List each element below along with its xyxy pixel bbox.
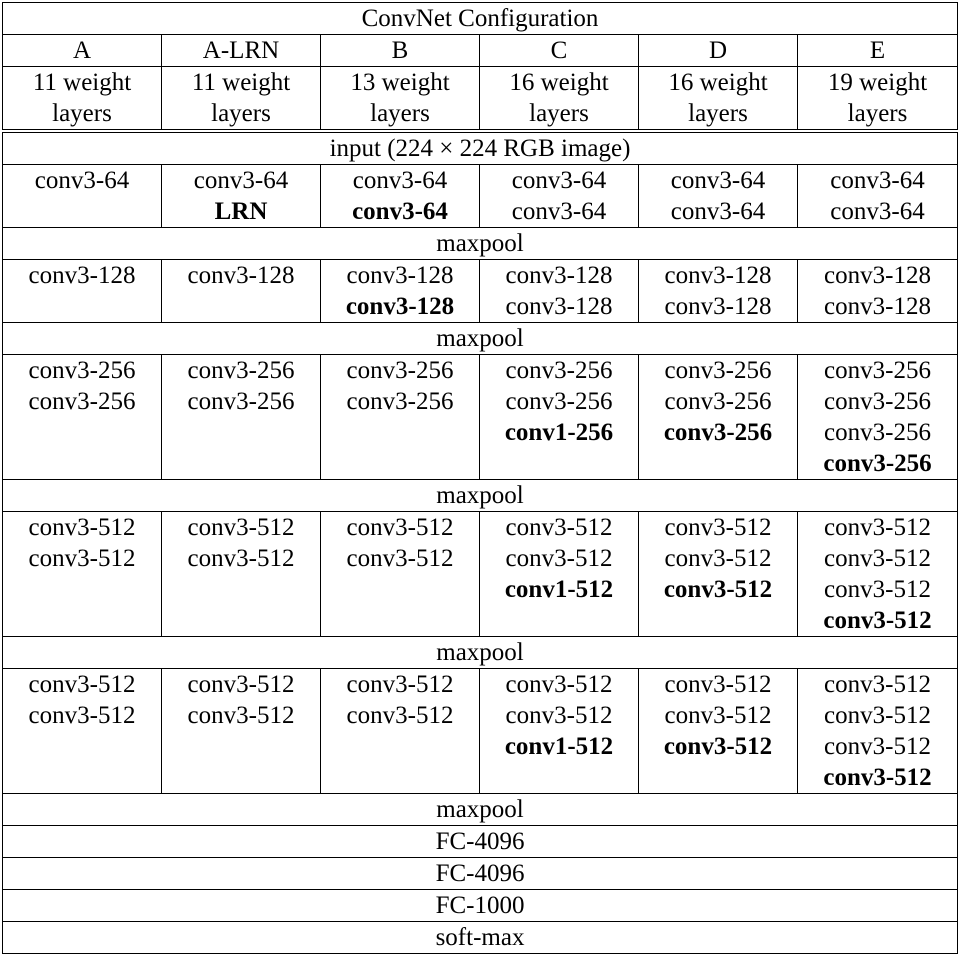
layer: conv3-64 [352, 167, 448, 194]
layer-cell-a-lrn [162, 355, 321, 480]
layer-cell-c [480, 165, 639, 228]
layer: conv3-128 [664, 262, 772, 289]
layer: conv3-512 [187, 545, 295, 572]
depth-cell-e [798, 67, 958, 132]
depth-row [3, 67, 958, 132]
layer: conv3-512 [664, 702, 772, 729]
maxpool-layer: maxpool [3, 637, 958, 669]
layer: conv3-128 [346, 262, 454, 289]
layer-cell-b [321, 669, 480, 794]
column-header-row [3, 35, 958, 67]
column-header-a-lrn: A-LRN [162, 35, 321, 67]
depth-cell-a-lrn [162, 67, 321, 132]
layer: conv3-512 [505, 671, 613, 698]
conv-block-row [3, 165, 958, 228]
conv-block-row [3, 669, 958, 794]
added-layer: conv3-512 [663, 576, 773, 603]
layer: conv3-512 [346, 545, 454, 572]
layer: conv3-64 [670, 198, 766, 225]
layer: conv3-256 [187, 357, 295, 384]
layer: conv3-128 [28, 262, 136, 289]
layer: conv3-512 [187, 702, 295, 729]
layer: conv3-64 [670, 167, 766, 194]
input-layer: input (224 × 224 RGB image) [3, 131, 958, 165]
column-header-d: D [639, 35, 798, 67]
depth-cell-b [321, 67, 480, 132]
layer-cell-c [480, 669, 639, 794]
softmax-layer: soft-max [3, 922, 958, 954]
layer-cell-a [3, 260, 162, 323]
maxpool-layer-row [3, 480, 958, 512]
layer-cell-a-lrn [162, 512, 321, 637]
layer: conv3-512 [824, 702, 931, 729]
layer-cell-e [798, 165, 958, 228]
layer: conv3-256 [187, 388, 295, 415]
depth-text: 16 weight [509, 69, 609, 96]
layer-cell-b [321, 260, 480, 323]
layer-cell-a-lrn [162, 165, 321, 228]
layer: conv3-128 [664, 293, 772, 320]
depth-text: layers [52, 100, 112, 127]
layer: conv3-512 [824, 671, 931, 698]
depth-cell-c [480, 67, 639, 132]
layer: conv3-128 [505, 293, 613, 320]
maxpool-layer: maxpool [3, 323, 958, 355]
layer-cell-c [480, 260, 639, 323]
convnet-config-table [2, 2, 958, 954]
added-layer: conv3-64 [352, 198, 448, 225]
column-header-b: B [321, 35, 480, 67]
layer-cell-b [321, 512, 480, 637]
layer: conv3-512 [346, 514, 454, 541]
conv-block-row [3, 355, 958, 480]
layer: conv3-512 [187, 671, 295, 698]
layer-cell-a [3, 669, 162, 794]
convnet-config-table-wrapper [2, 2, 957, 954]
layer-cell-c [480, 512, 639, 637]
table-title: ConvNet Configuration [3, 3, 958, 35]
layer-cell-e [798, 260, 958, 323]
layer-cell-d [639, 669, 798, 794]
maxpool-layer: maxpool [3, 794, 958, 826]
layer: conv3-512 [28, 671, 136, 698]
maxpool-layer-row [3, 637, 958, 669]
layer: conv3-128 [824, 262, 931, 289]
conv-block-row [3, 512, 958, 637]
maxpool-layer-row [3, 228, 958, 260]
layer: conv3-512 [28, 514, 136, 541]
layer: conv3-128 [824, 293, 931, 320]
layer-cell-a [3, 512, 162, 637]
layer: conv3-256 [664, 388, 772, 415]
layer: conv3-256 [824, 388, 931, 415]
layer: conv3-512 [664, 514, 772, 541]
layer-cell-a [3, 165, 162, 228]
depth-text: layers [847, 100, 908, 127]
layer: conv3-256 [505, 388, 613, 415]
layer-cell-e [798, 512, 958, 637]
maxpool-layer-row [3, 794, 958, 826]
added-layer: conv3-512 [823, 764, 932, 791]
layer: conv3-128 [505, 262, 613, 289]
layer-cell-c [480, 355, 639, 480]
column-header-a: A [3, 35, 162, 67]
layer-cell-e [798, 669, 958, 794]
layer: conv3-512 [824, 576, 931, 603]
column-header-e: E [798, 35, 958, 67]
depth-cell-d [639, 67, 798, 132]
fc-layer: FC-4096 [3, 826, 958, 858]
column-header-c: C [480, 35, 639, 67]
layer: conv3-256 [505, 357, 613, 384]
conv-block-row [3, 260, 958, 323]
layer: conv3-512 [505, 514, 613, 541]
layer: conv3-64 [511, 167, 607, 194]
layer-cell-d [639, 165, 798, 228]
layer-cell-d [639, 260, 798, 323]
softmax-layer-row [3, 922, 958, 954]
layer-cell-b [321, 355, 480, 480]
layer: conv3-64 [830, 198, 925, 225]
fc-layer: FC-1000 [3, 890, 958, 922]
fc-layer-row [3, 890, 958, 922]
added-layer: conv3-512 [823, 607, 932, 634]
layer: conv3-512 [824, 514, 931, 541]
layer-cell-a-lrn [162, 260, 321, 323]
input-layer-row [3, 131, 958, 165]
depth-text: layers [370, 100, 430, 127]
layer: conv3-512 [28, 545, 136, 572]
depth-text: layers [688, 100, 748, 127]
fc-layer-row [3, 826, 958, 858]
layer: conv3-512 [346, 671, 454, 698]
layer: conv3-512 [28, 702, 136, 729]
layer-cell-a [3, 355, 162, 480]
added-layer: conv3-512 [663, 733, 773, 760]
maxpool-layer: maxpool [3, 480, 958, 512]
title-row [3, 3, 958, 35]
layer: conv3-256 [824, 357, 931, 384]
fc-layer: FC-4096 [3, 858, 958, 890]
layer: conv3-512 [664, 671, 772, 698]
layer-cell-b [321, 165, 480, 228]
layer: conv3-256 [28, 357, 136, 384]
depth-text: 11 weight [191, 69, 291, 96]
added-layer: conv1-512 [504, 576, 614, 603]
added-layer: conv1-256 [504, 419, 614, 446]
layer: conv3-256 [346, 357, 454, 384]
table-body [3, 3, 958, 954]
added-layer: conv3-256 [663, 419, 773, 446]
layer: conv3-256 [346, 388, 454, 415]
layer: conv3-256 [664, 357, 772, 384]
layer: conv3-512 [664, 545, 772, 572]
depth-text: 16 weight [668, 69, 768, 96]
maxpool-layer-row [3, 323, 958, 355]
layer: conv3-64 [511, 198, 607, 225]
layer: conv3-64 [193, 167, 289, 194]
depth-cell-a [3, 67, 162, 132]
depth-text: layers [211, 100, 271, 127]
layer: conv3-64 [830, 167, 925, 194]
layer: conv3-512 [824, 545, 931, 572]
layer: conv3-512 [187, 514, 295, 541]
layer-cell-d [639, 355, 798, 480]
layer-cell-e [798, 355, 958, 480]
layer-cell-a-lrn [162, 669, 321, 794]
layer: conv3-512 [346, 702, 454, 729]
layer: conv3-64 [34, 167, 130, 194]
layer-cell-d [639, 512, 798, 637]
added-layer: conv3-128 [345, 293, 455, 320]
layer: conv3-256 [28, 388, 136, 415]
layer: conv3-128 [187, 262, 295, 289]
maxpool-layer: maxpool [3, 228, 958, 260]
added-layer: conv1-512 [504, 733, 614, 760]
depth-text: layers [529, 100, 589, 127]
layer: conv3-512 [505, 702, 613, 729]
fc-layer-row [3, 858, 958, 890]
added-layer: conv3-256 [823, 450, 932, 477]
depth-text: 11 weight [32, 69, 132, 96]
layer: conv3-256 [824, 419, 931, 446]
layer: conv3-512 [505, 545, 613, 572]
added-layer: LRN [214, 198, 268, 225]
layer: conv3-512 [824, 733, 931, 760]
depth-text: 13 weight [350, 69, 450, 96]
depth-text: 19 weight [827, 69, 928, 96]
